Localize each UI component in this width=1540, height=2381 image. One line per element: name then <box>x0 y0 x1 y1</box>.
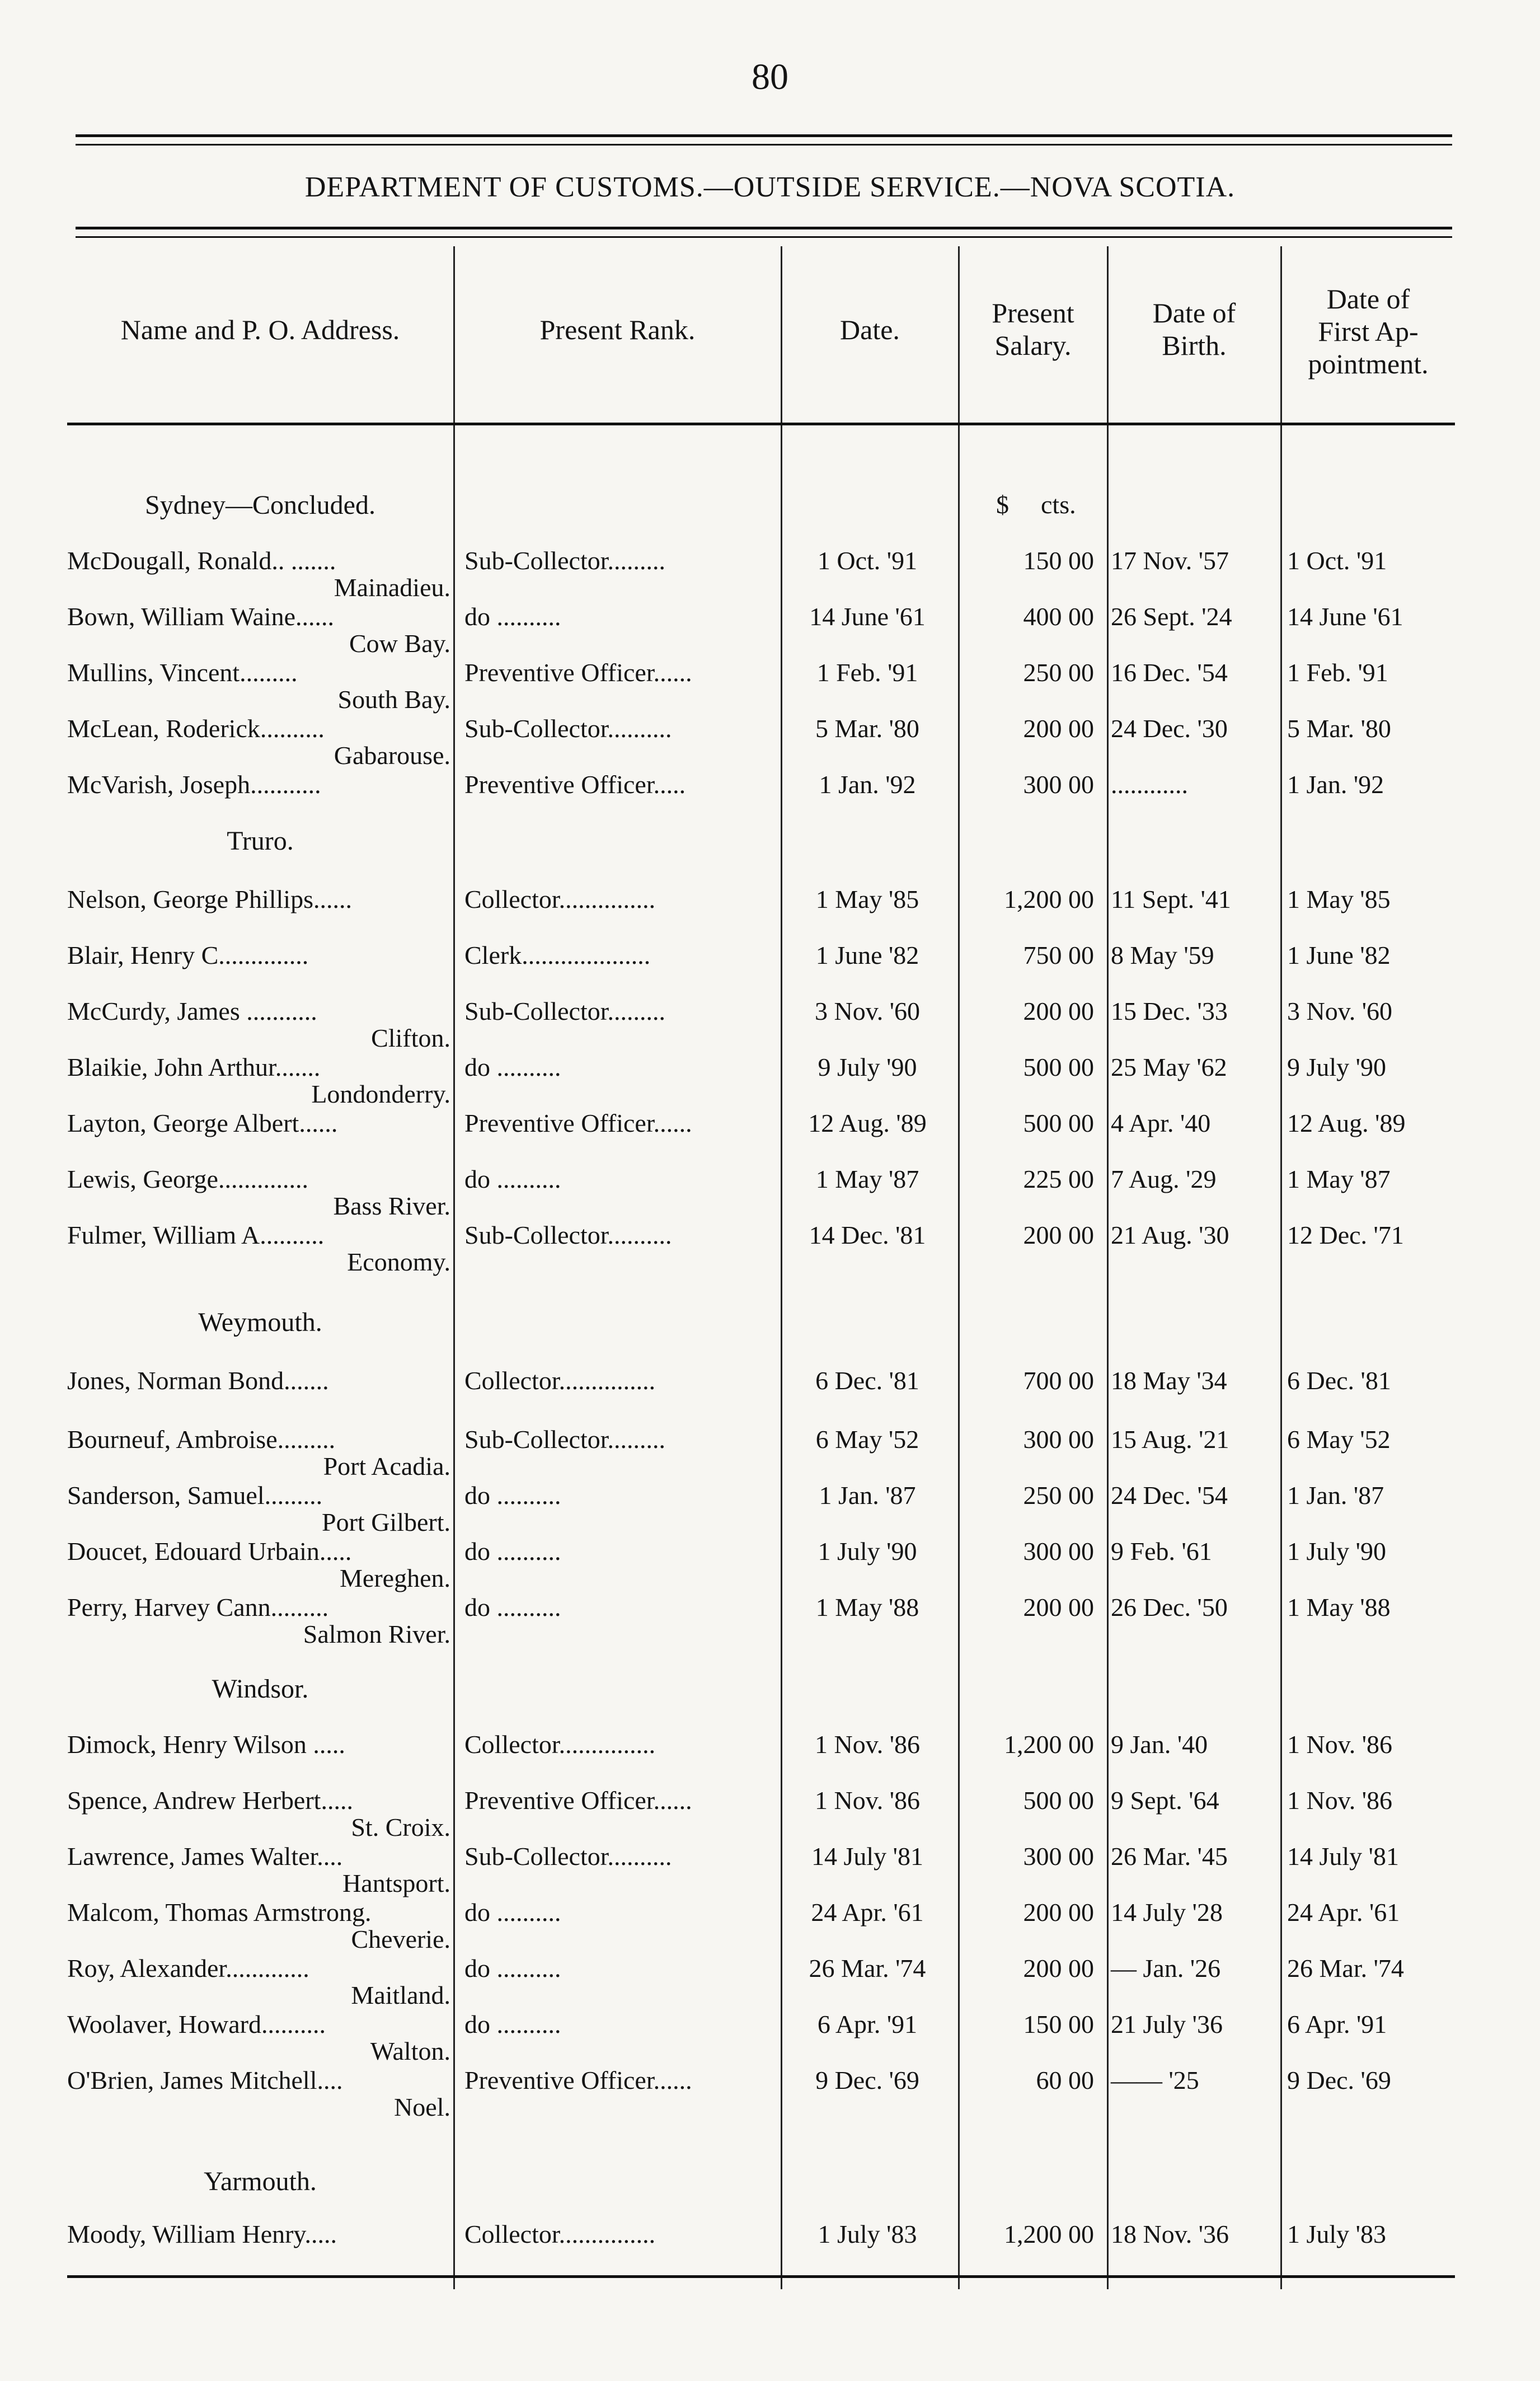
cell-name: Doucet, Edouard Urbain..... <box>67 1537 352 1566</box>
cell-name: Woolaver, Howard.......... <box>67 2010 326 2038</box>
cell-date: 1 July '83 <box>818 2220 917 2248</box>
cell-salary: 60 00 <box>1036 2066 1094 2094</box>
post-office-address: Cheverie. <box>351 1925 450 1953</box>
cell-date: 12 Aug. '89 <box>808 1109 927 1137</box>
cell-rank: Sub-Collector.......... <box>464 1221 672 1249</box>
cell-date: 24 Apr. '61 <box>811 1898 924 1927</box>
cell-birth: 26 Mar. '45 <box>1111 1842 1228 1871</box>
cell-rank: do .......... <box>464 1898 561 1927</box>
cell-rank: Preventive Officer...... <box>464 1109 692 1137</box>
cell-date: 1 Oct. '91 <box>817 546 918 575</box>
cell-birth: 11 Sept. '41 <box>1111 885 1231 913</box>
section-label: Weymouth. <box>198 1307 322 1337</box>
post-office-address: South Bay. <box>337 685 450 714</box>
cell-birth: 17 Nov. '57 <box>1111 546 1229 575</box>
post-office-address: Hantsport. <box>342 1869 450 1897</box>
cell-name: Perry, Harvey Cann......... <box>67 1593 329 1621</box>
cell-first: 9 July '90 <box>1287 1053 1386 1081</box>
table-row <box>0 2219 1540 2270</box>
cell-rank: Sub-Collector.......... <box>464 1842 672 1871</box>
cell-rank: do .......... <box>464 1053 561 1081</box>
table-row <box>0 770 1540 820</box>
cell-name: Spence, Andrew Herbert..... <box>67 1786 353 1815</box>
cell-rank: do .......... <box>464 1537 561 1566</box>
cell-rank: do .......... <box>464 602 561 631</box>
cell-first: 1 Feb. '91 <box>1287 658 1388 687</box>
cell-salary: 225 00 <box>1023 1165 1094 1193</box>
cell-first: 1 Nov. '86 <box>1287 1730 1393 1759</box>
cell-date: 6 Dec. '81 <box>815 1366 919 1395</box>
cell-name: Blair, Henry C.............. <box>67 941 309 969</box>
cell-rank: Collector............... <box>464 1366 656 1395</box>
cell-birth: 26 Sept. '24 <box>1111 602 1232 631</box>
cell-name: Moody, William Henry..... <box>67 2220 337 2248</box>
cell-birth: 21 July '36 <box>1111 2010 1223 2038</box>
cell-name: Mullins, Vincent......... <box>67 658 298 687</box>
post-office-address: Gabarouse. <box>334 741 450 770</box>
cell-salary: 150 00 <box>1023 546 1094 575</box>
header-first-appointment <box>1281 283 1455 380</box>
cell-salary: 500 00 <box>1023 1786 1094 1815</box>
cell-name: Roy, Alexander............. <box>67 1954 309 1982</box>
cell-salary: 500 00 <box>1023 1053 1094 1081</box>
cell-date: 6 May '52 <box>815 1425 919 1454</box>
cell-date: 1 Nov. '86 <box>814 1730 921 1759</box>
cell-date: 1 May '85 <box>815 885 919 913</box>
header-salary-line1: Present <box>992 297 1074 329</box>
cell-birth: 9 Sept. '64 <box>1111 1786 1219 1815</box>
cell-salary: 200 00 <box>1023 1898 1094 1927</box>
bottom-rule <box>67 2275 1455 2278</box>
table-row <box>0 1366 1540 1416</box>
cell-first: 12 Dec. '71 <box>1287 1221 1404 1249</box>
post-office-address: Port Acadia. <box>323 1452 450 1480</box>
cell-birth: 18 Nov. '36 <box>1111 2220 1229 2248</box>
table-row <box>0 1108 1540 1159</box>
cell-first: 12 Aug. '89 <box>1287 1109 1406 1137</box>
cell-date: 26 Mar. '74 <box>809 1954 926 1982</box>
cell-salary: 250 00 <box>1023 658 1094 687</box>
cell-birth: — Jan. '26 <box>1111 1954 1221 1982</box>
cell-date: 3 Nov. '60 <box>814 997 921 1025</box>
cell-rank: Collector............... <box>464 1730 656 1759</box>
cell-date: 1 Jan. '87 <box>819 1481 916 1510</box>
post-office-address: Londonderry. <box>311 1080 450 1108</box>
cell-salary: 200 00 <box>1023 1221 1094 1249</box>
cell-date: 14 July '81 <box>811 1842 923 1871</box>
cell-date: 1 Jan. '92 <box>819 770 916 799</box>
header-name: Name and P. O. Address. <box>120 314 400 345</box>
cell-name: McCurdy, James ........... <box>67 997 317 1025</box>
cell-name: McLean, Roderick.......... <box>67 714 325 743</box>
section-label: Truro. <box>227 826 294 856</box>
cell-birth: —— '25 <box>1111 2066 1199 2094</box>
cell-first: 1 Jan. '87 <box>1287 1481 1384 1510</box>
cell-first: 9 Dec. '69 <box>1287 2066 1391 2094</box>
cell-first: 26 Mar. '74 <box>1287 1954 1404 1982</box>
cell-birth: 21 Aug. '30 <box>1111 1221 1229 1249</box>
cell-date: 6 Apr. '91 <box>817 2010 918 2038</box>
post-office-address: St. Croix. <box>351 1813 450 1841</box>
cell-name: Dimock, Henry Wilson ..... <box>67 1730 345 1759</box>
cell-rank: Collector............... <box>464 2220 656 2248</box>
cell-salary: 200 00 <box>1023 997 1094 1025</box>
cell-salary: 1,200 00 <box>1004 2220 1094 2248</box>
cell-birth: 15 Dec. '33 <box>1111 997 1228 1025</box>
post-office-address: Noel. <box>394 2093 450 2121</box>
cell-date: 1 July '90 <box>818 1537 917 1566</box>
post-office-address: Salmon River. <box>303 1620 450 1648</box>
cell-salary: 300 00 <box>1023 1425 1094 1454</box>
cell-first: 5 Mar. '80 <box>1287 714 1391 743</box>
cell-first: 1 May '87 <box>1287 1165 1391 1193</box>
header-rule <box>67 423 1455 425</box>
cell-date: 1 Feb. '91 <box>816 658 918 687</box>
post-office-address: Mereghen. <box>340 1564 450 1592</box>
department-title: DEPARTMENT OF CUSTOMS.—OUTSIDE SERVICE.—NOVA SCOTIA. <box>304 171 1236 203</box>
table-row <box>0 940 1540 991</box>
post-office-address: Clifton. <box>371 1024 450 1052</box>
cell-salary: 200 00 <box>1023 1954 1094 1982</box>
cell-rank: Preventive Officer...... <box>464 1786 692 1815</box>
cell-rank: Collector............... <box>464 885 656 913</box>
cell-name: Fulmer, William A.......... <box>67 1221 325 1249</box>
cell-first: 1 June '82 <box>1287 941 1391 969</box>
section-label: Windsor. <box>212 1674 309 1704</box>
post-office-address: Mainadieu. <box>334 573 450 602</box>
cell-first: 1 Nov. '86 <box>1287 1786 1393 1815</box>
header-first-line1: Date of <box>1326 283 1410 315</box>
post-office-address: Cow Bay. <box>349 629 450 658</box>
cell-first: 1 July '83 <box>1287 2220 1386 2248</box>
cell-first: 1 Oct. '91 <box>1287 546 1387 575</box>
header-birth <box>1108 297 1280 362</box>
cell-first: 1 Jan. '92 <box>1287 770 1384 799</box>
cell-first: 3 Nov. '60 <box>1287 997 1393 1025</box>
cell-birth: 15 Aug. '21 <box>1111 1425 1229 1454</box>
cell-rank: Clerk.................... <box>464 941 651 969</box>
cell-rank: Preventive Officer..... <box>464 770 686 799</box>
cell-salary: 250 00 <box>1023 1481 1094 1510</box>
cell-rank: do .......... <box>464 1481 561 1510</box>
section-label: Yarmouth. <box>204 2167 317 2196</box>
cell-first: 6 Dec. '81 <box>1287 1366 1391 1395</box>
cell-date: 14 June '61 <box>809 602 926 631</box>
cell-rank: Sub-Collector......... <box>464 1425 666 1454</box>
page-number: 80 <box>752 57 788 97</box>
salary-cents-label: cts. <box>1041 490 1076 519</box>
cell-salary: 300 00 <box>1023 770 1094 799</box>
cell-date: 1 May '88 <box>815 1593 919 1621</box>
cell-first: 14 July '81 <box>1287 1842 1399 1871</box>
cell-birth: 9 Jan. '40 <box>1111 1730 1208 1759</box>
cell-rank: Sub-Collector......... <box>464 997 666 1025</box>
cell-birth: 14 July '28 <box>1111 1898 1223 1927</box>
header-birth-line1: Date of <box>1152 297 1236 329</box>
cell-birth: 26 Dec. '50 <box>1111 1593 1228 1621</box>
cell-rank: do .......... <box>464 1165 561 1193</box>
header-salary-line2: Salary. <box>994 330 1072 361</box>
post-office-address: Port Gilbert. <box>322 1508 450 1536</box>
cell-birth: ............ <box>1111 770 1188 799</box>
cell-birth: 25 May '62 <box>1111 1053 1227 1081</box>
cell-rank: Preventive Officer...... <box>464 2066 692 2094</box>
cell-name: Nelson, George Phillips...... <box>67 885 352 913</box>
cell-first: 14 June '61 <box>1287 602 1403 631</box>
header-date: Date. <box>840 314 900 345</box>
cell-name: Lewis, George.............. <box>67 1165 308 1193</box>
cell-first: 1 May '85 <box>1287 885 1391 913</box>
cell-name: Malcom, Thomas Armstrong. <box>67 1898 372 1927</box>
cell-name: Layton, George Albert...... <box>67 1109 338 1137</box>
cell-name: McVarish, Joseph........... <box>67 770 321 799</box>
cell-birth: 4 Apr. '40 <box>1111 1109 1211 1137</box>
cell-birth: 16 Dec. '54 <box>1111 658 1228 687</box>
cell-birth: 8 May '59 <box>1111 941 1214 969</box>
cell-rank: Sub-Collector......... <box>464 546 666 575</box>
cell-rank: do .......... <box>464 2010 561 2038</box>
header-birth-line2: Birth. <box>1162 330 1227 361</box>
cell-first: 6 May '52 <box>1287 1425 1391 1454</box>
cell-rank: Sub-Collector.......... <box>464 714 672 743</box>
cell-date: 14 Dec. '81 <box>809 1221 926 1249</box>
cell-salary: 500 00 <box>1023 1109 1094 1137</box>
cell-salary: 150 00 <box>1023 2010 1094 2038</box>
cell-salary: 1,200 00 <box>1004 1730 1094 1759</box>
cell-name: Jones, Norman Bond....... <box>67 1366 329 1395</box>
section-label: Sydney—Concluded. <box>145 490 375 520</box>
cell-rank: do .......... <box>464 1954 561 1982</box>
cell-name: O'Brien, James Mitchell.... <box>67 2066 343 2094</box>
cell-birth: 18 May '34 <box>1111 1366 1227 1395</box>
header-rank: Present Rank. <box>539 314 696 345</box>
cell-date: 1 May '87 <box>815 1165 919 1193</box>
cell-birth: 24 Dec. '30 <box>1111 714 1228 743</box>
cell-rank: do .......... <box>464 1593 561 1621</box>
header-salary <box>959 297 1107 362</box>
cell-name: Sanderson, Samuel......... <box>67 1481 323 1510</box>
table-row <box>0 884 1540 935</box>
post-office-address: Bass River. <box>333 1192 450 1220</box>
cell-salary: 300 00 <box>1023 1842 1094 1871</box>
cell-first: 1 July '90 <box>1287 1537 1386 1566</box>
top-double-rule <box>76 134 1452 146</box>
cell-name: Bown, William Waine...... <box>67 602 334 631</box>
salary-dollar-sign: $ <box>996 490 1009 519</box>
cell-date: 1 June '82 <box>815 941 919 969</box>
cell-salary: 400 00 <box>1023 602 1094 631</box>
cell-name: McDougall, Ronald.. ....... <box>67 546 336 575</box>
cell-first: 24 Apr. '61 <box>1287 1898 1400 1927</box>
cell-birth: 7 Aug. '29 <box>1111 1165 1217 1193</box>
cell-date: 9 July '90 <box>818 1053 917 1081</box>
header-first-line3: pointment. <box>1308 348 1429 379</box>
header-first-line2: First Ap- <box>1318 316 1419 347</box>
cell-salary: 200 00 <box>1023 1593 1094 1621</box>
cell-birth: 9 Feb. '61 <box>1111 1537 1212 1566</box>
post-office-address: Walton. <box>370 2037 450 2065</box>
cell-first: 1 May '88 <box>1287 1593 1391 1621</box>
cell-birth: 24 Dec. '54 <box>1111 1481 1228 1510</box>
cell-rank: Preventive Officer...... <box>464 658 692 687</box>
cell-date: 5 Mar. '80 <box>815 714 919 743</box>
post-office-address: Maitland. <box>351 1981 450 2009</box>
cell-salary: 1,200 00 <box>1004 885 1094 913</box>
cell-date: 1 Nov. '86 <box>814 1786 921 1815</box>
cell-first: 6 Apr. '91 <box>1287 2010 1387 2038</box>
title-double-rule <box>76 227 1452 238</box>
post-office-address: Economy. <box>347 1248 450 1276</box>
cell-salary: 200 00 <box>1023 714 1094 743</box>
cell-date: 9 Dec. '69 <box>815 2066 919 2094</box>
cell-name: Blaikie, John Arthur....... <box>67 1053 321 1081</box>
cell-salary: 750 00 <box>1023 941 1094 969</box>
cell-name: Lawrence, James Walter.... <box>67 1842 343 1871</box>
cell-name: Bourneuf, Ambroise......... <box>67 1425 336 1454</box>
table-row <box>0 1729 1540 1780</box>
cell-salary: 700 00 <box>1023 1366 1094 1395</box>
cell-salary: 300 00 <box>1023 1537 1094 1566</box>
